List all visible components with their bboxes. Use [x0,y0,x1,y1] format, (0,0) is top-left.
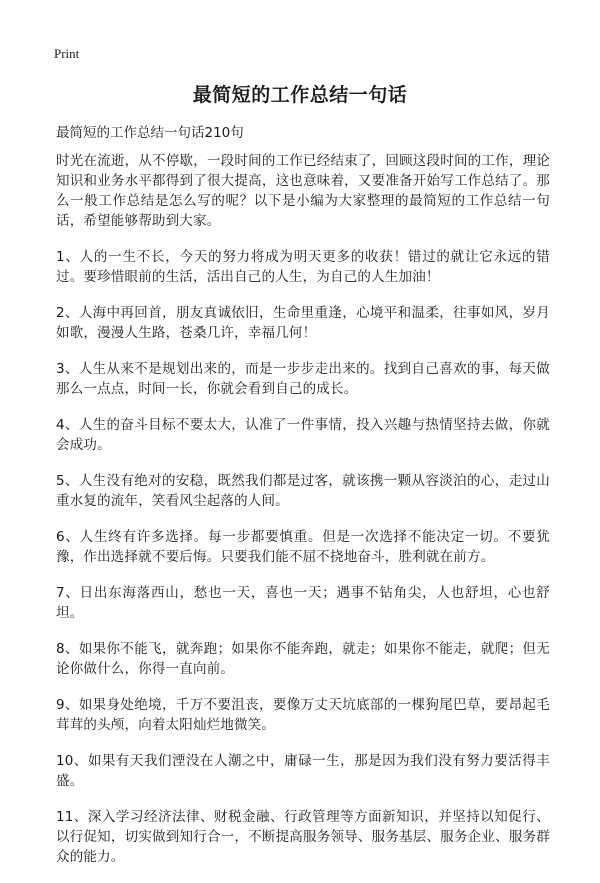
print-link[interactable]: Print [54,46,80,61]
list-item: 10、如果有天我们湮没在人潮之中，庸碌一生，那是因为我们没有努力要活得丰盛。 [56,753,550,789]
list-item: 5、人生没有绝对的安稳，既然我们都是过客，就该携一颗从容淡泊的心，走过山重水复的流年，笑看风尘起落的人间。 [56,473,550,509]
list-item: 6、人生终有许多选择。每一步都要慎重。但是一次选择不能决定一切。不要犹豫，作出选择就不要后悔。只要我们能不屈不挠地奋斗，胜利就在前方。 [56,529,550,565]
list-item: 2、人海中再回首，朋友真诚依旧，生命里重逢，心境平和温柔，往事如风，岁月如歌，漫漫人生路，苍桑几许，幸福几何！ [56,305,550,341]
list-item: 7、日出东海落西山，愁也一天，喜也一天；遇事不钻角尖，人也舒坦，心也舒坦。 [56,585,550,621]
list-item: 3、人生从来不是规划出来的，而是一步步走出来的。找到自己喜欢的事，每天做那么一点点，时间一长，你就会看到自己的成长。 [56,361,550,397]
page-title: 最简短的工作总结一句话 [192,84,408,106]
document-body [56,151,550,883]
document-subtitle: 最简短的工作总结一句话210句 [56,125,244,141]
list-item: 8、如果你不能飞，就奔跑；如果你不能奔跑，就走；如果你不能走，就爬；但无论你做什么，你得一直向前。 [56,641,550,677]
list-item: 4、人生的奋斗目标不要太大，认准了一件事情，投入兴趣与热情坚持去做，你就会成功。 [56,417,550,453]
intro-paragraph: 时光在流逝，从不停歇，一段时间的工作已经结束了，回顾这段时间的工作，理论知识和业务水平都得到了很大提高，这也意味着，又要准备开始写工作总结了。那么一般工作总结是怎么写的呢？以下是小编为大家整理的最简短的工作总结一句话，希望能够帮助到大家。 [56,153,550,229]
list-item: 11、深入学习经济法律、财税金融、行政管理等方面新知识，并坚持以知促行、以行促知，切实做到知行合一，不断提高服务领导、服务基层、服务企业、服务群众的能力。 [56,809,550,865]
list-item: 9、如果身处绝境，千万不要沮丧，要像万丈天坑底部的一棵狗尾巴草，要昂起毛茸茸的头颅，向着太阳灿烂地微笑。 [56,697,550,733]
list-item: 1、人的一生不长，今天的努力将成为明天更多的收获！错过的就让它永远的错过。要珍惜眼前的生活，活出自己的人生，为自己的人生加油！ [56,249,550,285]
